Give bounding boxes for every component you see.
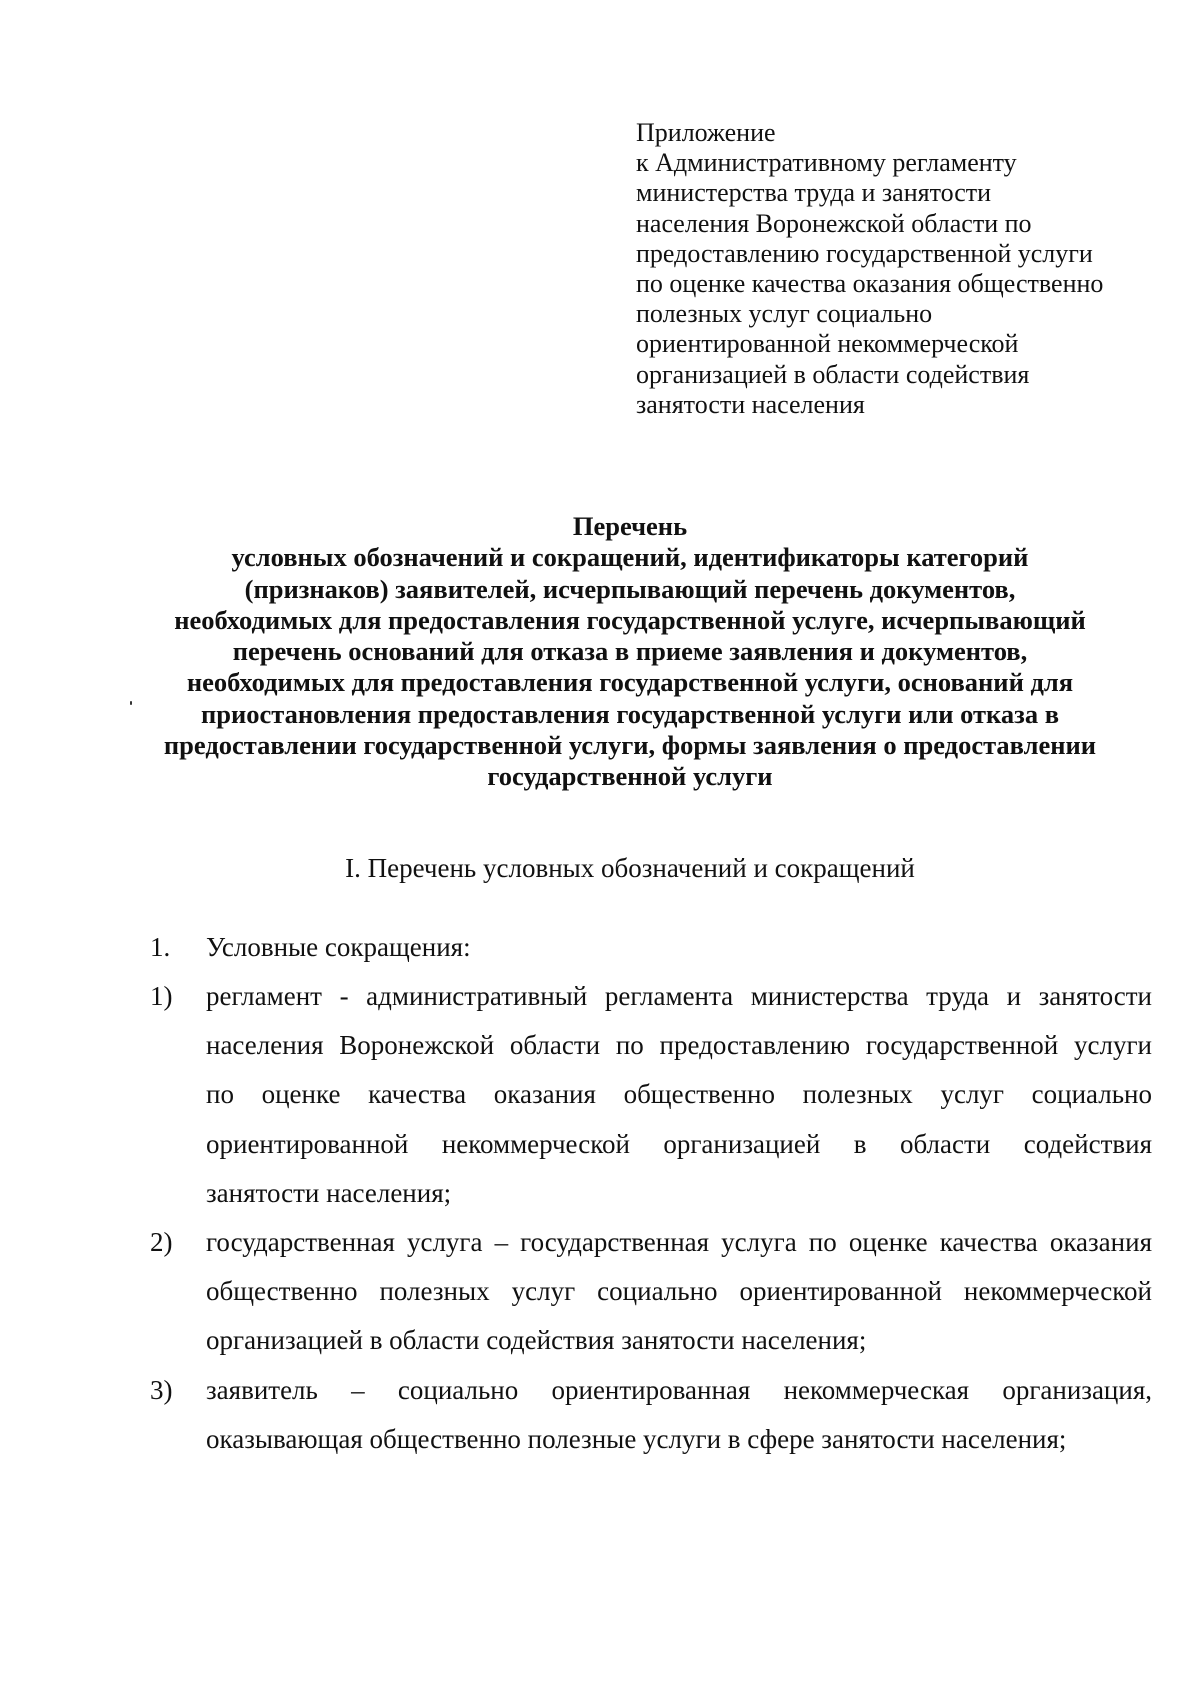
list-item-text bbox=[206, 1373, 1152, 1471]
list-item-number: 1) bbox=[150, 981, 173, 1011]
title-line: государственной услуги bbox=[487, 761, 773, 792]
title-line: предоставлении государственной услуги, формы заявления о предоставлении bbox=[163, 730, 1097, 761]
scan-speck bbox=[130, 701, 132, 705]
list-item-line: оказывающая общественно полезные услуги в сфере занятости населения; bbox=[206, 1424, 1067, 1455]
list-item-line: по оценке качества оказания общественно полезных услуг социально bbox=[206, 1079, 1152, 1110]
title-line: необходимых для предоставления государственной услуге, исчерпывающий bbox=[174, 604, 1086, 635]
list-item-line: ориентированной некоммерческой организацией в области содействия bbox=[206, 1128, 1152, 1159]
annex-line: ориентированной некоммерческой bbox=[636, 329, 1019, 359]
title-line: приостановления предоставления государственной услуги или отказа в bbox=[200, 698, 1060, 729]
list-item-number: 1. bbox=[150, 932, 171, 962]
annex-line: к Административному регламенту bbox=[636, 148, 1017, 178]
list-item-line: организацией в области содействия занятости населения; bbox=[206, 1325, 867, 1356]
list-item-line: регламент - административный регламента министерства труда и занятости bbox=[206, 981, 1152, 1011]
title-line: необходимых для предоставления государственной услуги, оснований для bbox=[186, 667, 1074, 698]
annex-header bbox=[636, 118, 1156, 420]
list-item-text bbox=[206, 930, 1152, 979]
title-line: перечень оснований для отказа в приеме заявления и документов, bbox=[232, 636, 1028, 667]
annex-line: организацией в области содействия bbox=[636, 359, 1030, 389]
title-line: условных обозначений и сокращений, идентификаторы категорий bbox=[231, 542, 1029, 573]
annex-line: предоставлению государственной услуги bbox=[636, 238, 1093, 268]
list-item-line: государственная услуга – государственная услуга по оценке качества оказания bbox=[206, 1227, 1152, 1257]
title-line: Перечень bbox=[572, 511, 688, 541]
list-item-line: заявитель – социально ориентированная некоммерческая организация, bbox=[206, 1375, 1152, 1405]
annex-line: по оценке качества оказания общественно bbox=[636, 269, 1104, 299]
annex-line: занятости населения bbox=[636, 389, 865, 419]
list-item-line: Условные сокращения: bbox=[206, 932, 471, 962]
annex-line: Приложение bbox=[636, 118, 776, 147]
document-title bbox=[130, 511, 1130, 793]
list-item-line: общественно полезных услуг социально ориентированной некоммерческой bbox=[206, 1276, 1152, 1307]
title-line: (признаков) заявителей, исчерпывающий перечень документов, bbox=[244, 573, 1016, 604]
annex-line: полезных услуг социально bbox=[636, 299, 933, 329]
list-item-text bbox=[206, 1225, 1152, 1373]
annex-line: министерства труда и занятости bbox=[636, 178, 992, 208]
list-item-number: 3) bbox=[150, 1375, 173, 1405]
list-item-text bbox=[206, 979, 1152, 1225]
list-item-line: населения Воронежской области по предоставлению государственной услуги bbox=[206, 1030, 1152, 1061]
annex-line: населения Воронежской области по bbox=[636, 208, 1032, 238]
list-item-number: 2) bbox=[150, 1227, 173, 1257]
section-heading: I. Перечень условных обозначений и сокращений bbox=[345, 853, 915, 883]
list-item-line: занятости населения; bbox=[206, 1177, 452, 1208]
